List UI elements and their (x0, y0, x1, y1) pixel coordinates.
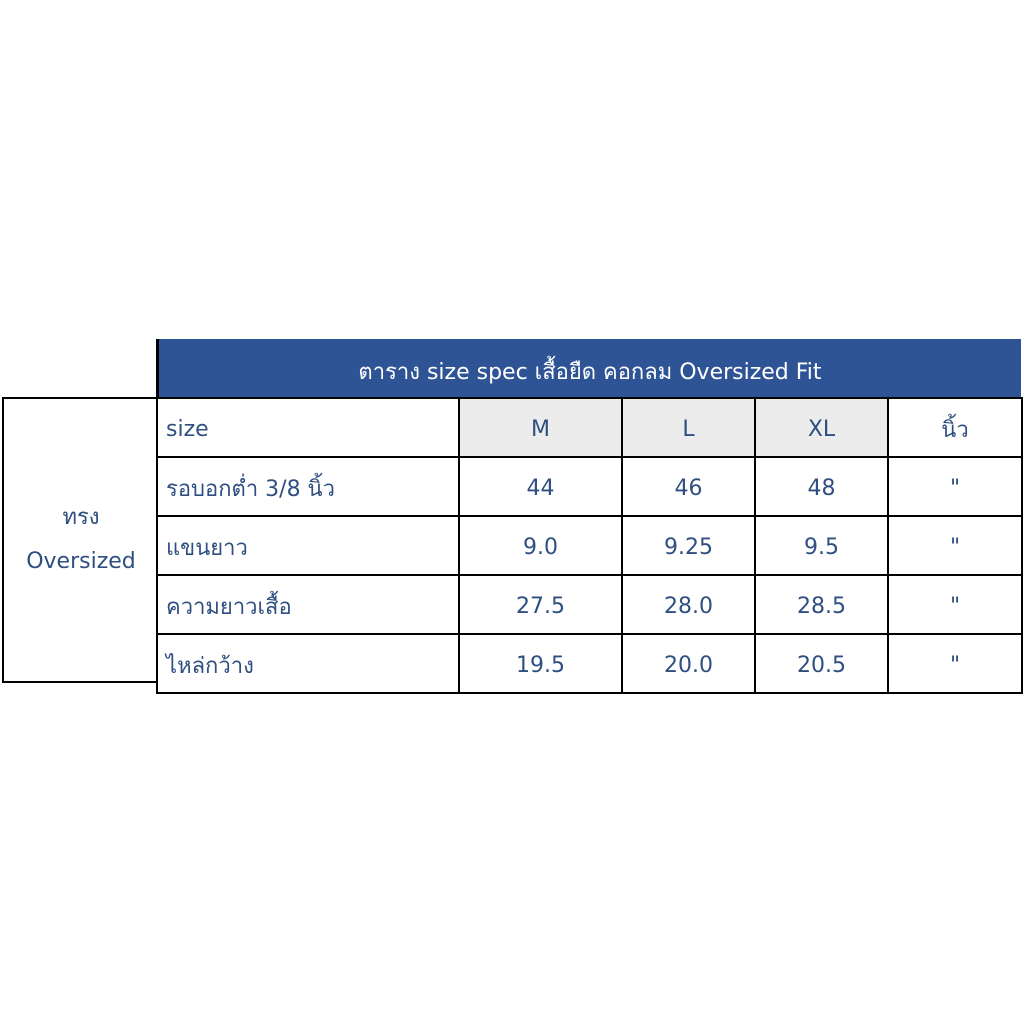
row-value-l: 9.25 (622, 516, 755, 575)
row-value-xl: 28.5 (755, 575, 888, 634)
row-unit: " (888, 575, 1022, 634)
row-value-m: 9.0 (459, 516, 622, 575)
row-value-xl: 20.5 (755, 634, 888, 693)
row-label: แขนยาว (157, 516, 459, 575)
fit-type-cell (2, 397, 158, 683)
row-value-m: 27.5 (459, 575, 622, 634)
row-value-m: 19.5 (459, 634, 622, 693)
row-label: ความยาวเสื้อ (157, 575, 459, 634)
row-value-xl: 9.5 (755, 516, 888, 575)
row-label: ไหล่กว้าง (157, 634, 459, 693)
row-value-l: 28.0 (622, 575, 755, 634)
row-label: รอบอกต่ำ 3/8 นิ้ว (157, 457, 459, 516)
table-row (157, 634, 1022, 693)
header-size-l: L (622, 398, 755, 457)
table-row (157, 457, 1022, 516)
row-unit: " (888, 516, 1022, 575)
table-row (157, 516, 1022, 575)
header-size-m: M (459, 398, 622, 457)
row-value-l: 46 (622, 457, 755, 516)
header-size-label: size (157, 398, 459, 457)
row-value-xl: 48 (755, 457, 888, 516)
size-spec-title: ตาราง size spec เสื้อยืด คอกลม Oversized Fit (156, 339, 1021, 397)
row-value-l: 20.0 (622, 634, 755, 693)
table-row (157, 575, 1022, 634)
size-spec-table (156, 397, 1023, 694)
header-unit: นิ้ว (888, 398, 1022, 457)
header-size-xl: XL (755, 398, 888, 457)
fit-type-line-1: ทรง (62, 505, 100, 530)
table-header-row (157, 398, 1022, 457)
fit-type-line-2: Oversized (26, 549, 136, 574)
row-unit: " (888, 634, 1022, 693)
row-unit: " (888, 457, 1022, 516)
row-value-m: 44 (459, 457, 622, 516)
